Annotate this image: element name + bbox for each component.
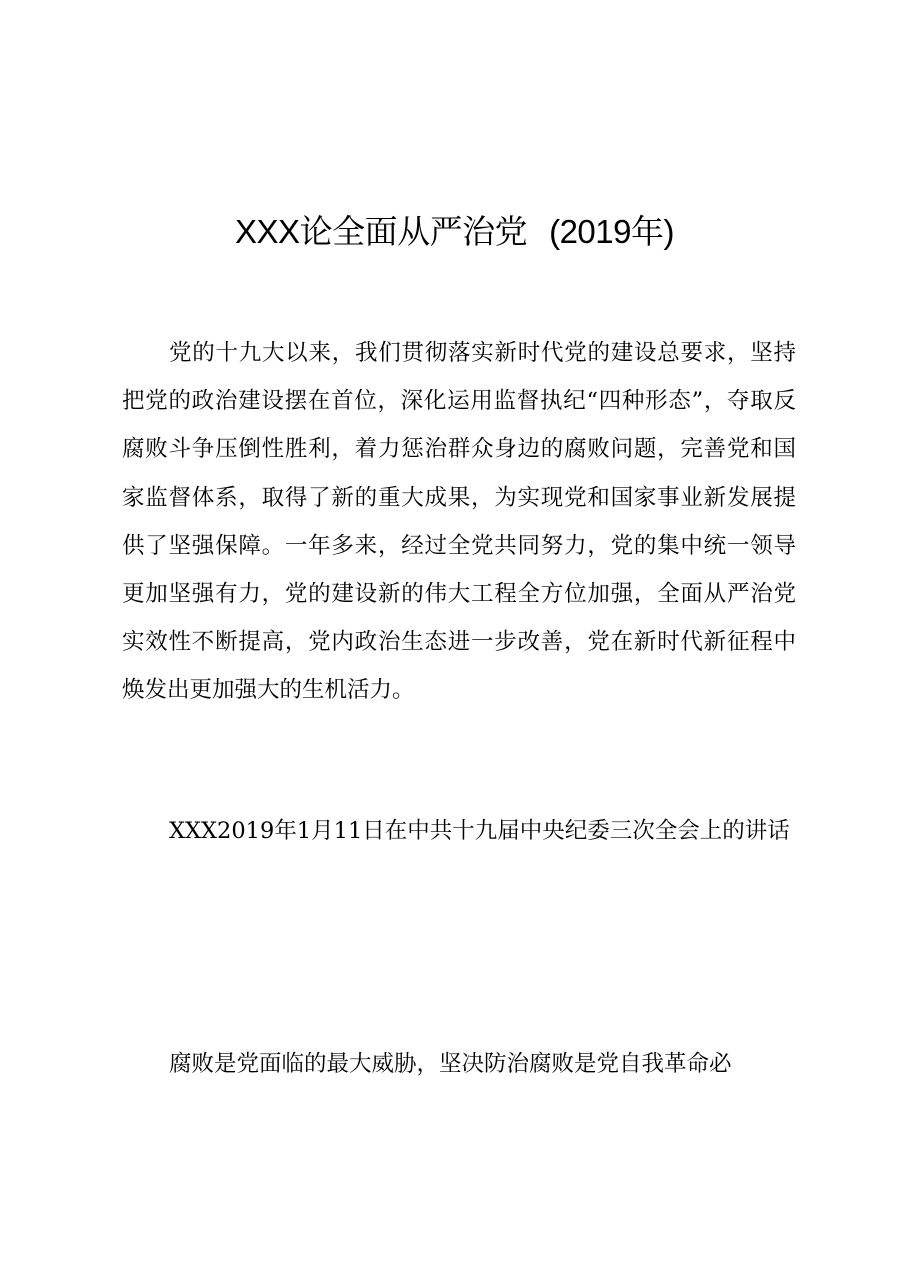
paragraph-1: 党的十九大以来，我们贯彻落实新时代党的建设总要求，坚持把党的政治建设摆在首位，深化运用监督执纪“四种形态”，夺取反腐败斗争压倒性胜利，着力惩治群众身边的腐败问题，完善党和国家监督体系，取得了新的重大成果，为实现党和国家事业新发展提供了坚强保障。一年多来，经过全党共同努力，党的集中统一领导更加坚强有力，党的建设新的伟大工程全方位加强，全面从严治党实效性不断提高，党内政治生态进一步改善，党在新时代新征程中焕发出更加强大的生机活力。 [122,340,796,704]
title-main: XXX论全面从严治党 [235,213,528,250]
paragraph-3: 腐败是党面临的最大威胁，坚决防治腐败是党自我革命必 [169,1051,732,1077]
title-year: (2019年) [549,213,674,250]
document-title [0,210,909,254]
paragraph-source: XXX2019年1月11日在中共十九届中央纪委三次全会上的讲话 [169,818,790,844]
